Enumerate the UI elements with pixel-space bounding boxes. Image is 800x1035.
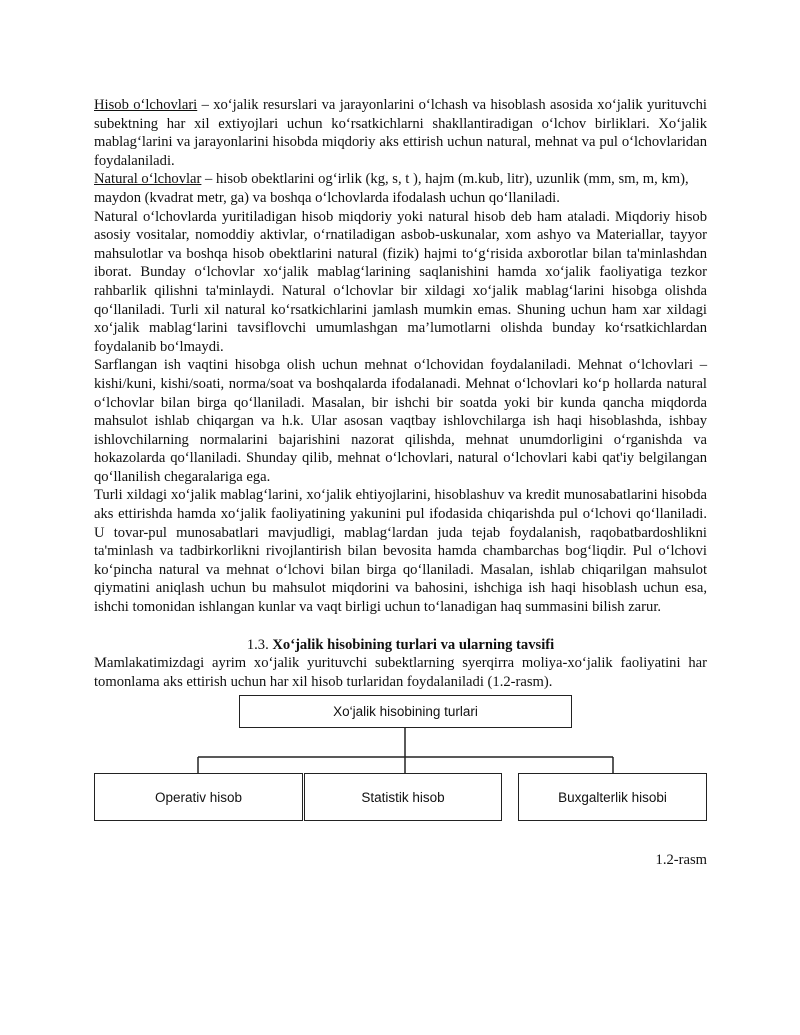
document-body: [94, 96, 707, 691]
diagram-buxgalterlik-box: Buxgalterlik hisobi: [518, 773, 707, 821]
section-heading: [94, 636, 707, 655]
paragraph-miqdoriy-hisob: Natural o‘lchovlarda yuritiladigan hisob miqdoriy yoki natural hisob deb ham ataladi. Miqdoriy hisob asosiy vositalar, nomoddiy aktivlar, o‘rnatiladigan asbob-uskunalar, xom ashyo va Materiallar, tayyor mahsulotlar va boshqa hisob obektlarini natural (fizik) hajmi to‘g‘risida axborotlar bilan ta'minlashdan iborat. Bunday o‘lchovlar xo‘jalik mablag‘larining saqlanishini hamda xo‘jalik faoliyatiga tezkor rahbarlik qilishni ta'minlaydi. Natural o‘lchovlar bir xildagi xo‘jalik mablag‘larini hisobga olishda qo‘llaniladi. Turli xil natural ko‘rsatkichlarini jamlash mumkin emas. Shuning uchun ham xar xildagi xo‘jalik mablag‘larini tavsiflovchi umumlashgan ma’lumotlarni olishda bunday ko‘rsatkichlardan foydalanib bo‘lmaydi.: [94, 208, 707, 355]
paragraph-text: – xo‘jalik resurslari va jarayonlarini o‘lchash va hisoblash asosida xo‘jalik yurituvchi subektning har xil extiyojlari uchun ko‘rsatkichlarni shakllantiradigan o‘lchov birliklari. Xo‘jalik mablag‘larini va jarayonlarini hisobda miqdoriy aks ettirish uchun natural, mehnat va pul o‘lchovlaridan foydalaniladi.: [94, 97, 707, 169]
paragraph-mehnat-olchovi: Sarflangan ish vaqtini hisobga olish uchun mehnat o‘lchovidan foydalaniladi. Mehnat o‘lchovlari – kishi/kuni, kishi/soati, norma/soat va boshqalarda ifodalanadi. Mehnat o‘lchovlari ko‘p hollarda natural o‘lchovlar bilan birga qo‘llaniladi. Masalan, bir ishchi bir soatda yoki bir kunda qancha miqdorda mahsulot ishlab chiqargan va h.k. Ular asosan vaqtbay ishlovchilarga ish haqi hisoblashda, ishbay ishlovchilarning normalarini bajarishini nazorat qilishda, mehnat unumdorligini o‘rganishda va hokazolarda qo‘llaniladi. Shunday qilib, mehnat o‘lchovlari, natural o‘lchovlari kabi qat'iy belgilangan qo‘llanilish chegaralariga ega.: [94, 357, 707, 485]
paragraph-pul-olchovi: Turli xildagi xo‘jalik mablag‘larini, xo‘jalik ehtiyojlarini, hisoblashuv va kredit munosabatlarini hisobda aks ettirishda hamda xo‘jalik faoliyatining yakunini pul ifodasida chiqarishda pul o‘lchovi qo‘llaniladi. U tovar-pul munosabatlari mavjudligi, mablag‘lardan juda tejab foydalanish, raqobatbardoshlikni ta'minlash va tadbirkorlikni rivojlantirish bilan bevosita hamda chambarchas bog‘liqdir. Pul o‘lchovi ko‘pincha natural va mehnat o‘lchovi bilan birga qo‘llaniladi. Masalan, ishlab chiqarilgan mahsulot qiymatini aniqlash uchun bu mahsulot miqdorini va bahosini, ishchiga ish haqi hisoblash uchun esa, ishchi tomonidan ishlangan kunlar va vaqt birligi uchun to‘lanadigan haq summasini bilish zarur.: [94, 487, 707, 616]
figure-caption: 1.2-rasm: [655, 852, 707, 868]
hisob-turlari-diagram: [94, 695, 707, 835]
section-title: Xo‘jalik hisobining turlari va ularning tavsifi: [272, 636, 555, 653]
paragraph-natural-olchovlar: [94, 170, 707, 207]
diagram-operativ-box: Operativ hisob: [94, 773, 303, 821]
section-intro: Mamlakatimizdagi ayrim xo‘jalik yurituvchi subektlarning syerqirra moliya-xo‘jalik faoliyatini har tomonlama aks ettirish uchun har xil hisob turlaridan foydalaniladi (1.2-rasm).: [94, 655, 707, 690]
section-number: 1.3.: [246, 636, 273, 653]
term-natural-olchovlar: Natural o‘lchovlar: [94, 171, 202, 188]
diagram-root-box: Xo‘jalik hisobining turlari: [239, 695, 572, 728]
paragraph-text: – hisob obektlarini og‘irlik (kg, s, t ), hajm (m.kub, litr), uzunlik (mm, sm, m, km), maydon (kvadrat metr, ga) va boshqa o‘lchovlarda ifodalash uchun qo‘llaniladi.: [94, 171, 689, 206]
term-hisob-olchovlari: Hisob o‘lchovlari: [94, 97, 198, 113]
paragraph-hisob-olchovlari: [94, 96, 707, 170]
diagram-statistik-box: Statistik hisob: [304, 773, 502, 821]
